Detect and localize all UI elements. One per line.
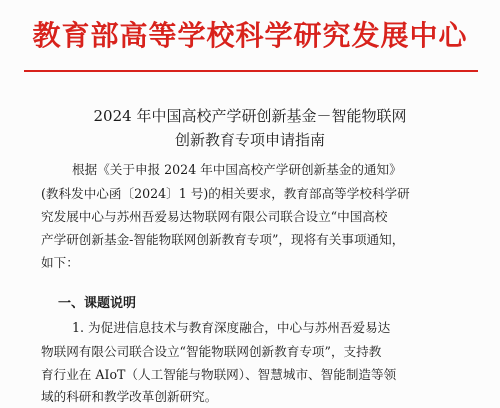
section-line-1: 1. 为促进信息技术与教育深度融合，中心与苏州吾爱易达	[72, 320, 391, 335]
section-heading: 一、课题说明	[58, 296, 137, 311]
document-title-line-1: 2024 年中国高校产学研创新基金－智能物联网	[93, 107, 407, 125]
intro-line-4: 产学研创新基金-智能物联网创新教育专项”，现将有关事项通知，	[41, 232, 405, 247]
letterhead-rule	[24, 70, 478, 72]
document-title-line-2: 创新教育专项申请指南	[174, 131, 325, 149]
intro-line-3: 究发展中心与苏州吾爱易达物联网有限公司联合设立“中国高校	[41, 209, 388, 224]
intro-line-2: (教科发中心函〔2024〕1 号)的相关要求，教育部高等学校科学研	[41, 186, 410, 201]
intro-line-5: 如下：	[41, 255, 79, 270]
intro-line-1: 根据《关于申报 2024 年中国高校产学研创新基金的通知》	[72, 162, 402, 177]
letterhead-title: 教育部高等学校科学研究发展中心	[32, 19, 468, 52]
section-line-4: 域的科研和教学改革创新研究。	[41, 389, 218, 404]
section-line-2: 物联网有限公司联合设立“智能物联网创新教育专项”，支持教	[41, 344, 382, 359]
section-line-3: 育行业在 AIoT（人工智能与物联网）、智慧城市、智能制造等领	[41, 367, 397, 382]
